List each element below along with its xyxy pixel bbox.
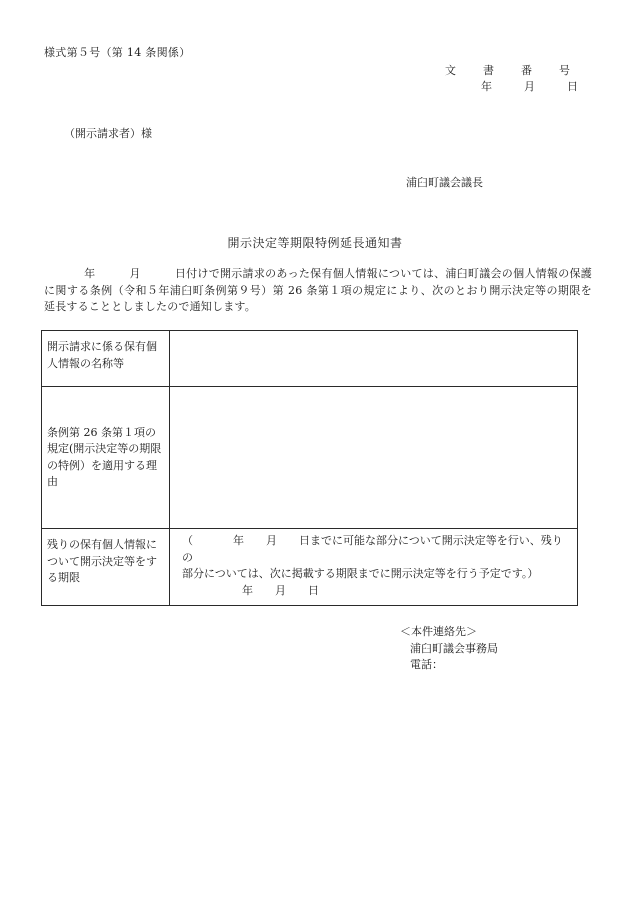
deadline-value[interactable] xyxy=(170,529,578,606)
deadline-year-label: 年 xyxy=(242,583,253,597)
table-row xyxy=(42,331,578,387)
partial-month-label: 月 xyxy=(266,534,277,547)
deadline-label: 残りの保有個人情報について開示決定等をする期限 xyxy=(42,529,170,606)
date-month-label: 月 xyxy=(524,80,535,93)
deadline-line-2 xyxy=(170,583,577,600)
document-date xyxy=(481,80,578,95)
deadline-line-1 xyxy=(170,529,577,583)
reason-value[interactable] xyxy=(170,387,578,529)
date-day-label: 日 xyxy=(567,80,578,93)
info-name-label: 開示請求に係る保有個人情報の名称等 xyxy=(42,331,170,387)
open-paren: （ xyxy=(182,534,193,547)
partial-year-label: 年 xyxy=(233,534,244,547)
contact-block xyxy=(400,624,498,674)
contact-heading: ＜本件連絡先＞ xyxy=(400,625,477,638)
reason-label: 条例第 26 条第１項の規定(開示決定等の期限の特例）を適用する理由 xyxy=(42,387,170,529)
deadline-day-label: 日 xyxy=(308,583,319,597)
contact-office: 浦臼町議会事務局 xyxy=(410,641,498,655)
date-year-label: 年 xyxy=(481,80,492,93)
table-row xyxy=(42,387,578,529)
document-title: 開示決定等期限特例延長通知書 xyxy=(227,236,403,250)
extension-detail-table xyxy=(41,330,578,606)
deadline-month-label: 月 xyxy=(275,583,286,597)
phone-label: 電話： xyxy=(410,658,443,671)
body-month-label: 月 xyxy=(129,267,141,280)
sender-name: 浦臼町議会議長 xyxy=(406,176,483,189)
remaining-text: 部分については、次に掲載する期限までに開示決定等を行う予定です。） xyxy=(182,567,539,580)
form-number-label: 様式第５号（第 14 条関係） xyxy=(44,46,191,59)
table-row xyxy=(42,529,578,606)
contact-phone xyxy=(400,657,498,674)
partial-text: 日までに可能な部分について開示決定等を行い、残りの xyxy=(182,534,563,564)
body-year-label: 年 xyxy=(84,267,96,280)
info-name-value[interactable] xyxy=(170,331,578,387)
recipient-name: （開示請求者）様 xyxy=(64,127,152,140)
body-text: 日付けで開示請求のあった保有個人情報については、浦臼町議会の個人情報の保護に関する条例（令和５年浦臼町条例第９号）第 26 条第１項の規定により、次のとおり開示決定等の期限を延長することとしましたので通知します。 xyxy=(44,267,592,313)
notice-body xyxy=(44,266,592,316)
document-number: 文 書 番 号 xyxy=(445,64,578,77)
